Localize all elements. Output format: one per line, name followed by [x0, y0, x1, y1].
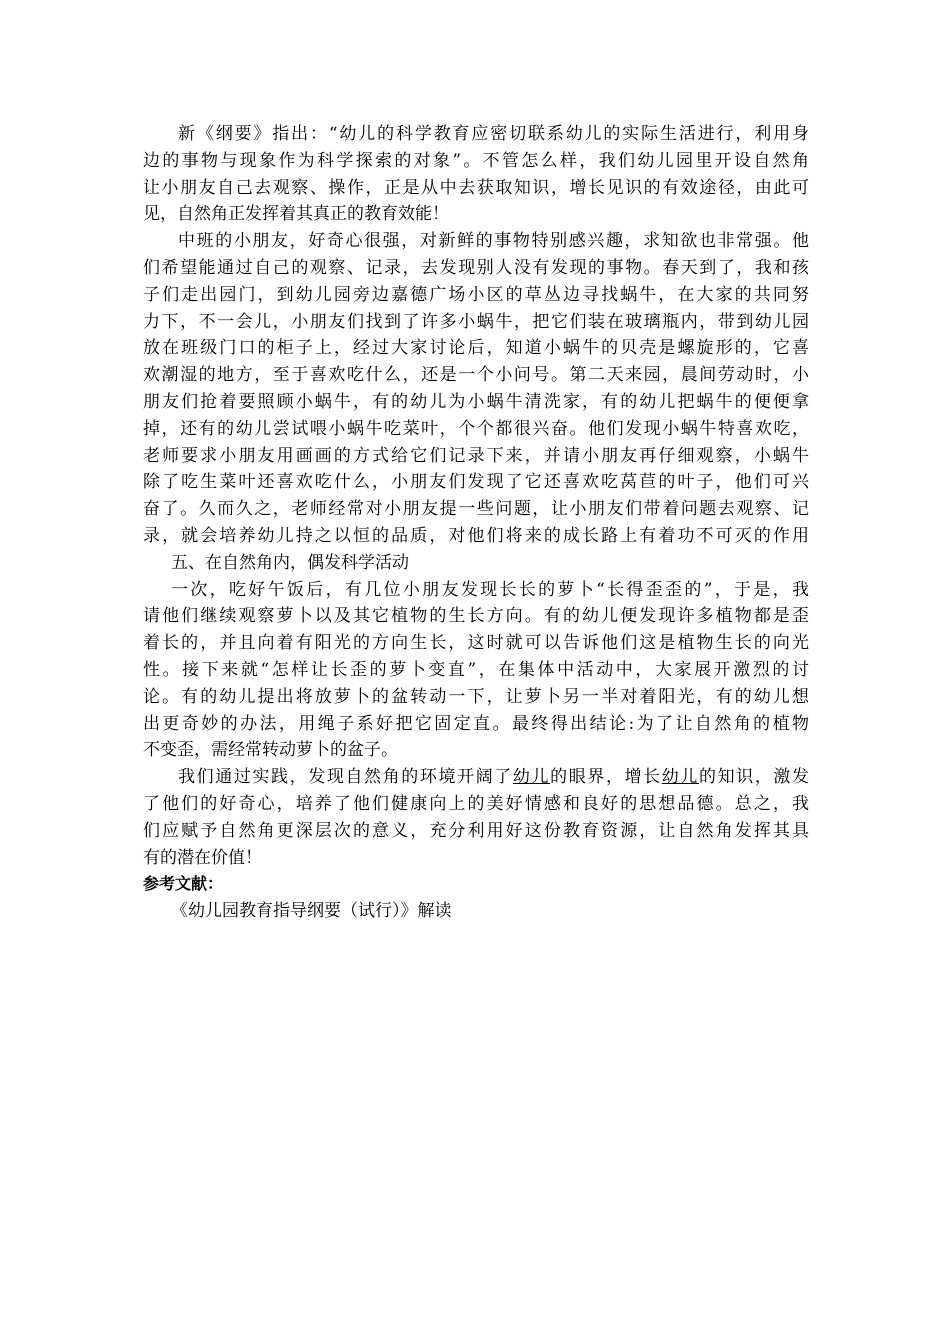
text-line: 见，自然角正发挥着其真正的教育效能！	[143, 204, 449, 225]
text-line: 着长的，并且向着有阳光的方向生长，这时就可以告诉他们这是植物生长的向光	[143, 633, 809, 654]
text-line: 除了吃生菜叶还喜欢吃什么，小朋友们发现了它还喜欢吃莴苣的叶子，他们可兴	[143, 472, 809, 493]
paragraph-intro	[143, 121, 809, 228]
link-youer[interactable]: 幼儿	[661, 767, 699, 788]
text-line: 朋友们抢着要照顾小蜗牛，有的幼儿为小蜗牛清洗家，有的幼儿把蜗牛的便便拿	[143, 391, 809, 412]
text-fragment: 的眼界，增长	[550, 767, 662, 788]
text-line: 论。有的幼儿提出将放萝卜的盆转动一下，让萝卜另一半对着阳光，有的幼儿想	[143, 686, 809, 707]
text-line: 性。接下来就“怎样让长歪的萝卜变直”，在集体中活动中，大家展开激烈的讨	[143, 659, 809, 680]
references-heading: 参考文献：	[143, 874, 224, 894]
text-line: 了他们的好奇心，培养了他们健康向上的美好情感和良好的思想品德。总之，我	[143, 793, 809, 814]
text-fragment: 的知识，激发	[699, 767, 810, 788]
paragraph-snail-story	[143, 228, 809, 550]
text-line: 掉，还有的幼儿尝试喂小蜗牛吃菜叶，个个都很兴奋。他们发现小蜗牛特喜欢吃，	[143, 418, 809, 439]
paragraph-radish-activity	[143, 577, 809, 765]
text-line: 们希望能通过自己的观察、记录，去发现别人没有发现的事物。春天到了，我和孩	[143, 257, 809, 278]
text-line: 一次，吃好午饭后，有几位小朋友发现长长的萝卜“长得歪歪的”，于是，我	[171, 579, 809, 600]
paragraph-conclusion	[143, 764, 809, 871]
document-page	[143, 121, 809, 925]
text-line: 录，就会培养幼儿持之以恒的品质，对他们将来的成长路上有着功不可灭的作用	[143, 525, 809, 546]
text-line: 让小朋友自己去观察、操作，正是从中去获取知识，增长见识的有效途径，由此可	[143, 177, 809, 198]
text-fragment: 我们通过实践，发现自然角的环境开阔了	[178, 767, 513, 788]
text-line	[143, 764, 809, 791]
section-heading: 五、在自然角内，偶发科学活动	[171, 552, 409, 573]
text-line: 请他们继续观察萝卜以及其它植物的生长方向。有的幼儿便发现许多植物都是歪	[143, 606, 809, 627]
text-line: 有的潜在价值！	[143, 847, 262, 868]
reference-item: 《幼儿园教育指导纲要（试行）》解读	[171, 901, 452, 922]
text-line: 放在班级门口的柜子上，经过大家讨论后，知道小蜗牛的贝壳是螺旋形的，它喜	[143, 338, 809, 359]
text-line: 奋了。久而久之，老师经常对小朋友提一些问题，让小朋友们带着问题去观察、记	[143, 499, 809, 520]
text-line: 新《纲要》指出：“幼儿的科学教育应密切联系幼儿的实际生活进行，利用身	[178, 124, 809, 144]
text-line: 出更奇妙的办法，用绳子系好把它固定直。最终得出结论:为了让自然角的植物	[143, 713, 809, 734]
link-youer[interactable]: 幼儿	[512, 767, 551, 788]
text-line: 边的事物与现象作为科学探索的对象”。不管怎么样，我们幼儿园里开设自然角	[143, 150, 809, 171]
text-line: 子们走出园门，到幼儿园旁边嘉德广场小区的草丛边寻找蜗牛，在大家的共同努	[143, 284, 809, 305]
text-line: 力下，不一会儿，小朋友们找到了许多小蜗牛，把它们装在玻璃瓶内，带到幼儿园	[143, 311, 809, 332]
text-line: 老师要求小朋友用画画的方式给它们记录下来，并请小朋友再仔细观察，小蜗牛	[143, 445, 809, 466]
text-line: 中班的小朋友，好奇心很强，对新鲜的事物特别感兴趣，求知欲也非常强。他	[178, 231, 809, 252]
text-line: 欢潮湿的地方，至于喜欢吃什么，还是一个小问号。第二天来园，晨间劳动时，小	[143, 365, 809, 386]
text-line: 不变歪，需经常转动萝卜的盆子。	[143, 740, 398, 761]
text-line: 们应赋予自然角更深层次的意义，充分利用好这份教育资源，让自然角发挥其具	[143, 820, 809, 841]
